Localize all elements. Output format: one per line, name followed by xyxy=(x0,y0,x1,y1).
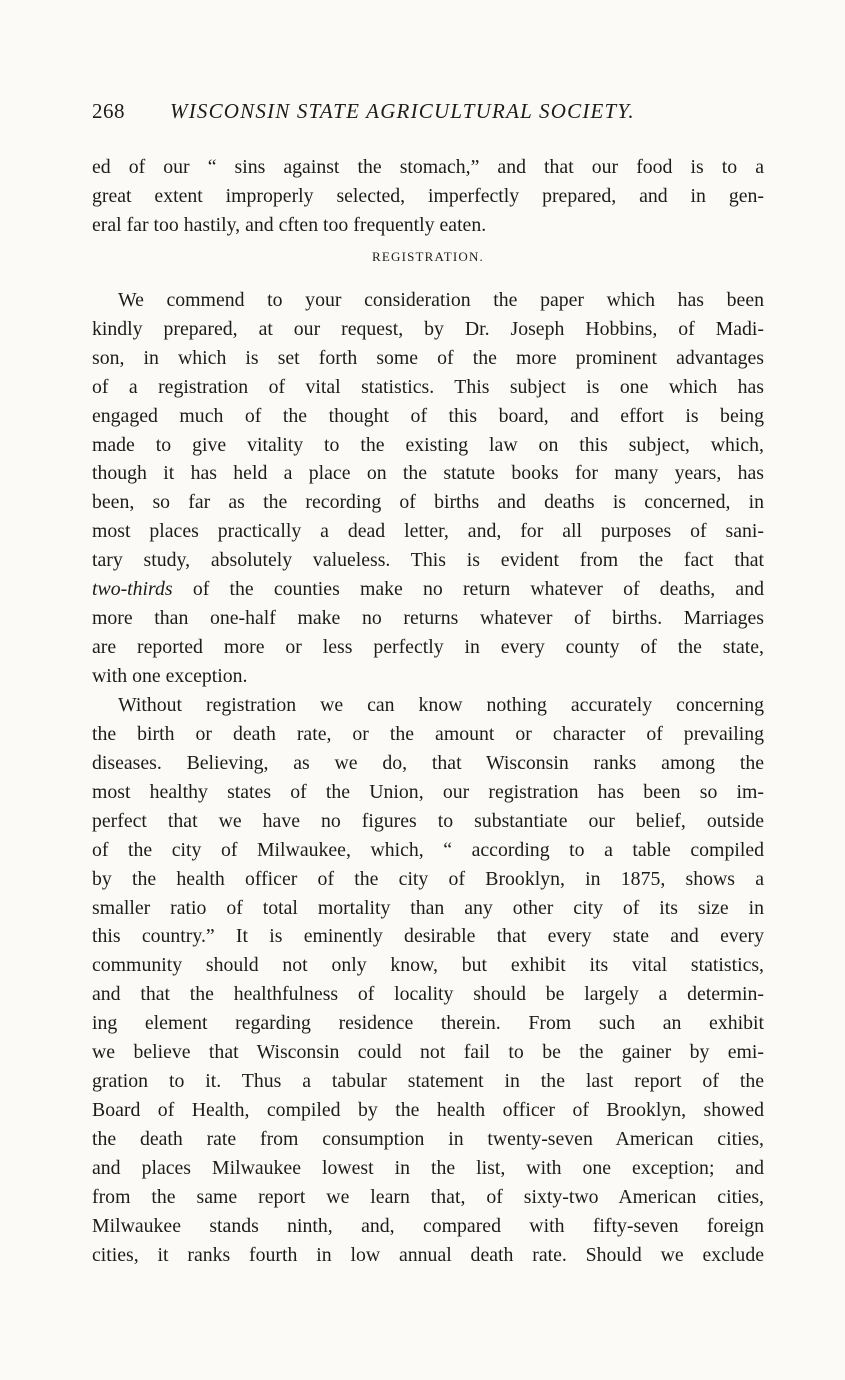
text-line: with one exception. xyxy=(92,665,248,687)
text-line: tary study, absolutely valueless. This is evident from the fact that xyxy=(92,549,764,572)
text-line: the death rate from consumption in twenty-seven American cities, xyxy=(92,1128,764,1150)
text-line: Without registration we can know nothing accurately concerning xyxy=(118,693,764,716)
text-line: by the health officer of the city of Brooklyn, in 1875, shows a xyxy=(92,867,764,890)
text-line: of the city of Milwaukee, which, “ according to a table compiled xyxy=(92,838,764,861)
text-line: and places Milwaukee lowest in the list, with one exception; and xyxy=(92,1156,764,1179)
text-line: most healthy states of the Union, our registration has been so im- xyxy=(92,780,764,803)
body-text xyxy=(92,153,764,1270)
text-line: this country.” It is eminently desirable that every state and every xyxy=(92,925,764,948)
text-line: We commend to your consideration the paper which has been xyxy=(118,288,764,311)
text-line: Board of Health, compiled by the health officer of Brooklyn, showed xyxy=(92,1099,764,1122)
text-line: of a registration of vital statistics. This subject is one which has xyxy=(92,375,764,398)
text-line: we believe that Wisconsin could not fail to be the gainer by emi- xyxy=(92,1041,764,1064)
section-heading: REGISTRATION. xyxy=(371,248,484,264)
text-line: great extent improperly selected, imperfectly prepared, and in gen- xyxy=(92,184,764,207)
text-line: smaller ratio of total mortality than any other city of its size in xyxy=(92,896,764,919)
text-line: ing element regarding residence therein. From such an exhibit xyxy=(92,1012,764,1035)
text-line: son, in which is set forth some of the more prominent advantages xyxy=(92,346,764,369)
page-number: 268 xyxy=(92,99,125,123)
text-line: been, so far as the recording of births and deaths is concerned, in xyxy=(92,491,764,514)
text-line: kindly prepared, at our request, by Dr. Joseph Hobbins, of Madi- xyxy=(92,317,764,340)
text-line: community should not only know, but exhibit its vital statistics, xyxy=(92,954,764,977)
text-line: most places practically a dead letter, and, for all purposes of sani- xyxy=(92,520,764,543)
italic-emphasis: two-thirds xyxy=(92,578,173,601)
text-line: more than one-half make no returns whatever of births. Marriages xyxy=(92,607,764,630)
text-line xyxy=(92,575,764,604)
text-line: cities, it ranks fourth in low annual death rate. Should we exclude xyxy=(92,1243,764,1266)
text-line: eral far too hastily, and cften too frequently eaten. xyxy=(92,213,487,236)
running-title: WISCONSIN STATE AGRICULTURAL SOCIETY. xyxy=(170,99,635,123)
text-line: from the same report we learn that, of sixty-two American cities, xyxy=(92,1185,764,1208)
text-span: of the counties make no return whatever of deaths, and xyxy=(192,578,764,601)
text-line: are reported more or less perfectly in every county of the state, xyxy=(92,636,764,659)
text-line: the birth or death rate, or the amount or character of prevailing xyxy=(92,722,764,745)
text-line: made to give vitality to the existing law on this subject, which, xyxy=(92,433,764,456)
text-line: Milwaukee stands ninth, and, compared with fifty-seven foreign xyxy=(92,1214,764,1237)
running-header xyxy=(92,96,772,126)
text-line: though it has held a place on the statute books for many years, has xyxy=(92,462,764,485)
text-line: perfect that we have no figures to substantiate our belief, outside xyxy=(92,809,764,832)
text-line: engaged much of the thought of this board, and effort is being xyxy=(92,404,764,427)
text-line: diseases. Believing, as we do, that Wisconsin ranks among the xyxy=(92,751,764,774)
text-line: ed of our “ sins against the stomach,” and that our food is to a xyxy=(92,156,764,178)
text-line: and that the healthfulness of locality should be largely a determin- xyxy=(92,983,764,1006)
text-line: gration to it. Thus a tabular statement in the last report of the xyxy=(92,1070,764,1093)
